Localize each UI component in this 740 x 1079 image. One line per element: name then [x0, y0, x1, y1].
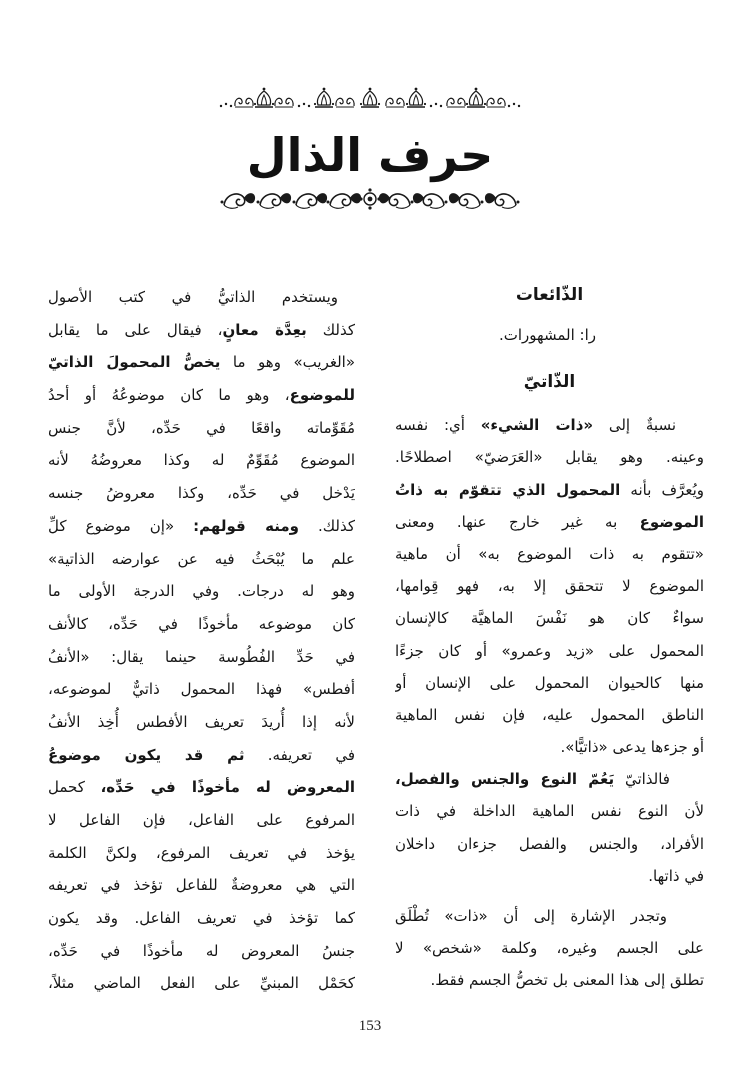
text-run: «تتقوم به ذات الموضوع به» أن ماهية [395, 544, 704, 563]
text-run: لأن النوع نفس الماهية الداخلة في ذات [395, 802, 704, 821]
text-run: كحَمْل المبنيِّ على الفعل الماضي مثلاً، [48, 974, 355, 993]
text-run: منها كالحيوان المحمول على الإنسان أو [395, 673, 704, 692]
ornament-motif [314, 88, 334, 107]
text-run: على الجسم وغيره، وكلمة «شخص» لا [395, 939, 704, 958]
text-line [395, 731, 704, 763]
ornament-motif [449, 193, 484, 208]
text-line [395, 474, 704, 506]
text-line [48, 543, 355, 576]
text-run: به غير خارج عنها. ومعنى [395, 512, 640, 531]
text-run: الناطق المحمول عليه، فإن نفس الماهية [395, 705, 704, 724]
ornament-motif [254, 88, 274, 107]
ornament-motif [235, 98, 253, 107]
text-run: جنسُ المعروض له مأخوذًا في حَدِّه، [48, 941, 355, 960]
text-line [395, 763, 704, 795]
chapter-title: حرف الذال [246, 128, 494, 182]
text-run: فالذاتيّ [614, 770, 670, 789]
ornament-motif [487, 98, 505, 107]
text-line [395, 795, 704, 827]
entry-heading: الذّاتيّ [523, 372, 576, 393]
text-run: را: المشهورات. [499, 326, 596, 344]
ornament-motif [485, 193, 520, 208]
text-line [395, 319, 704, 351]
text-run: الموضوع مُقَوِّمٌ له وكذا معروضُهُ لأنه [48, 451, 355, 470]
text-run: الموضوع لا تتحقق إلا به، فهو قِوامها، [395, 577, 704, 596]
ornament-motif [466, 88, 486, 107]
text-line [48, 804, 355, 837]
text-line [48, 771, 355, 804]
text-run: نسبةٌ إلى [593, 416, 676, 435]
text-run: أي: نفسه [395, 416, 481, 435]
text-line [48, 673, 355, 706]
text-run: وتجدر الإشارة إلى أن «ذات» تُطْلَق [395, 907, 667, 925]
text-run: في حَدِّ الفُطُوسة حينما يقال: «الأنفُ [48, 647, 355, 666]
ornament-motif [293, 193, 328, 208]
text-run: لأنه إذا أُريدَ تعريف الأفطس أُخِذ الأنفُ [48, 712, 355, 731]
entry-heading: الذّائعات [515, 285, 584, 305]
text-line [395, 964, 704, 996]
text-run: في ذاتها. [648, 866, 704, 885]
text-line [48, 444, 355, 477]
text-run: أفطس» فهذا المحمول ذاتيٌّ لموضوعه، [48, 680, 355, 699]
text-line [395, 506, 704, 538]
text-run: سواءٌ كان هو نَفْسَ الماهيَّة كالإنسان [395, 609, 704, 628]
text-line [395, 828, 704, 860]
text-line [48, 346, 355, 379]
text-run: المرفوع على الفاعل، فإن الفاعل لا [48, 811, 355, 829]
text-line [395, 441, 704, 473]
text-line [395, 635, 704, 667]
text-line [48, 935, 355, 968]
ornament-motif [413, 193, 448, 208]
ornament-motif [327, 193, 362, 208]
paragraph [395, 763, 704, 892]
text-line [48, 281, 355, 314]
text-run: علم ما يُبْحَثُ فيه عن عوارضه الذاتية» [48, 549, 355, 568]
bold-term: يخصُّ المحمولَ الذاتيّ [48, 353, 221, 372]
ornament-motif [221, 193, 256, 208]
text-run: في تعريفه. [244, 745, 355, 764]
text-line [48, 706, 355, 739]
bold-term: ثم قد يكون موضوعُ [48, 745, 245, 764]
text-line [48, 314, 355, 347]
text-run: «إن موضوع كلِّ [48, 516, 194, 535]
text-run: وهو له درجات. وفي الدرجة الأولى ما [48, 582, 355, 601]
text-line [395, 409, 704, 441]
text-run: كذلك. [298, 516, 355, 535]
ornament-motif [275, 98, 293, 107]
text-line [48, 608, 355, 641]
text-line [48, 739, 355, 772]
bold-term: «ذات الشيء» [480, 416, 594, 435]
text-line [48, 641, 355, 674]
right-column [395, 277, 704, 997]
ornament-motif [220, 103, 232, 107]
ornament-motif [257, 193, 292, 208]
paragraph [48, 281, 355, 1000]
ornament-motif [508, 103, 520, 107]
text-run: تطلق إلى هذا المعنى بل تخصُّ الجسم فقط. [430, 971, 704, 990]
text-run: يؤخذ في تعريف المرفوع، ولكنَّ الكلمة [48, 843, 355, 862]
text-line [395, 860, 704, 892]
text-line [395, 667, 704, 699]
text-line [395, 699, 704, 731]
text-run: مُقَوِّماته واقعًا في حَدِّه، لأنَّ جنس [48, 418, 355, 437]
top-ornament [218, 86, 522, 114]
text-line [48, 902, 355, 935]
ornament-motif [379, 193, 414, 208]
text-line [48, 412, 355, 445]
text-line [48, 510, 355, 543]
text-run: كحمل [48, 778, 101, 797]
bold-term: الموضوع [639, 512, 704, 531]
text-line [48, 379, 355, 412]
text-line [48, 869, 355, 902]
text-run: المحمول على «زيد وعمرو» أو كان جزءًا [395, 641, 704, 660]
bold-term: يَعُمّ النوع والجنس والفصل، [395, 770, 615, 789]
ornament-motif [360, 88, 380, 107]
ornament-motif [359, 188, 380, 209]
text-run: ويستخدم الذاتيُّ في كتب الأصول [48, 288, 338, 306]
bold-term: ومنه قولهم: [193, 516, 299, 535]
paragraph [395, 409, 704, 763]
text-line [48, 477, 355, 510]
text-line [395, 932, 704, 964]
text-line [395, 570, 704, 602]
text-line [48, 837, 355, 870]
ornament-motif [447, 98, 465, 107]
text-run: كان موضوعه مأخوذًا في حَدِّه، كالأنف [48, 614, 355, 633]
text-line [48, 967, 355, 1000]
text-line [395, 538, 704, 570]
bold-term: المعروض له مأخوذًا في حَدِّه، [100, 778, 355, 797]
bold-term: للموضوع [289, 386, 355, 405]
text-run: وعينه. وهو يقابل «العَرَضيّ» اصطلاحًا. [395, 448, 704, 467]
text-run: ، وهو ما كان موضوعُهُ أو أحدُ [48, 386, 290, 405]
text-line [395, 900, 704, 932]
left-column [48, 281, 355, 1000]
bold-term: بعِدَّة معانٍ [222, 320, 307, 339]
text-run: كما تؤخذ في تعريف الفاعل. وقد يكون [48, 909, 355, 928]
text-line [395, 602, 704, 634]
ornament-motif [298, 103, 310, 107]
ornament-motif [430, 103, 442, 107]
text-line [48, 575, 355, 608]
text-run: أو جزءها يدعى «ذاتيًّا». [560, 738, 704, 757]
text-run: التي هي معروضةٌ للفاعل تؤخذ في تعريفه [48, 876, 355, 895]
text-run: الأفراد، والجنس والفصل جزءان داخلان [395, 834, 704, 853]
text-run: «الغريب» وهو ما [220, 353, 355, 372]
bold-term: المحمول الذي تتقوّم به ذاتُ [395, 480, 621, 499]
ornament-motif [406, 88, 426, 107]
text-run: ، فيقال على ما يقابل [48, 320, 223, 339]
paragraph [395, 900, 704, 997]
text-run: يَدْخل في حَدِّه، وكذا معروضُ جنسه [48, 484, 355, 503]
text-run: ويُعرَّف بأنه [620, 480, 704, 499]
paragraph [395, 319, 704, 351]
page-number: 153 [358, 1018, 382, 1034]
ornament-motif [386, 98, 404, 107]
ornament-motif [336, 98, 354, 107]
text-run: كذلك [306, 320, 355, 339]
bottom-ornament [218, 183, 522, 215]
